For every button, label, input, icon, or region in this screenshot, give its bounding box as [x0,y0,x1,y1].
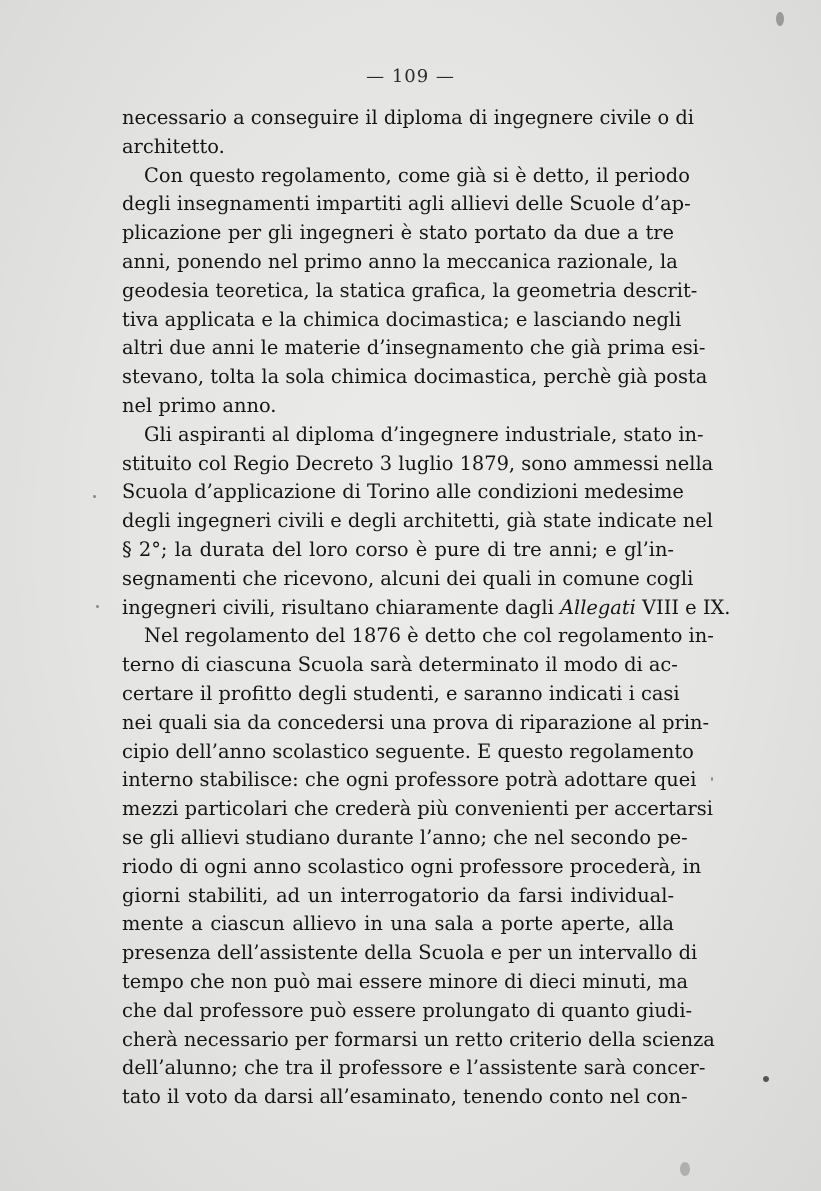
text-line-content: riodo di ogni anno scolastico ogni professore procederà, in [122,854,702,878]
text-line [122,104,694,133]
text-line-content: stituito col Regio Decreto 3 luglio 1879, sono ammessi nella [122,451,714,475]
text-line [122,219,674,248]
text-line-content: VIII e IX. [635,595,731,619]
text-line-content: mezzi particolari che crederà più convenienti per accertarsi [122,797,713,821]
body-text [122,104,731,1112]
text-line [122,709,710,738]
text-line-content: altri due anni le materie d’insegnamento che già prima esi- [122,336,706,360]
text-line [122,1054,706,1083]
paper-speck [93,495,96,498]
italic-reference: Allegati [560,595,636,619]
text-line [122,190,691,219]
text-line [122,478,684,507]
text-line [122,392,674,421]
text-line [122,306,682,335]
text-line-content: Gli aspiranti al diploma d’ingegnere industriale, stato in- [144,422,704,446]
text-line-content: degli insegnamenti impartiti agli allievi delle Scuole d’ap- [122,192,691,216]
text-line-content: certare il profitto degli studenti, e saranno indicati i casi [122,681,680,705]
text-line [122,968,689,997]
text-line [122,795,713,824]
text-line [122,536,674,565]
text-line-content: nel primo anno. [122,393,277,417]
text-line-content: presenza dell’assistente della Scuola e per un intervallo di [122,941,698,965]
text-line [122,565,694,594]
text-line-content: Con questo regolamento, come già si è detto, il periodo [144,163,690,187]
text-line [122,910,674,939]
text-line-content: stevano, tolta la sola chimica docimastica, perchè già posta [122,365,708,389]
text-line-content: architetto. [122,134,225,158]
text-line-content: § 2°; la durata del loro corso è pure di tre anni; e gl’in- [122,537,674,561]
text-line [122,248,678,277]
text-line-content: se gli allievi studiano durante l’anno; che nel secondo pe- [122,825,688,849]
text-line [122,421,704,450]
text-line-content: tempo che non può mai essere minore di dieci minuti, ma [122,969,689,993]
text-line-content: Nel regolamento del 1876 è detto che col regolamento in- [144,624,714,648]
text-line [122,766,697,795]
text-line [122,853,702,882]
paper-speck [680,1162,690,1176]
text-line [122,622,714,651]
text-line [122,680,680,709]
text-line [122,507,713,536]
text-line [122,450,714,479]
page-number: — 109 — [366,66,455,87]
text-line-content: interno stabilisce: che ogni professore potrà adottare quei [122,768,697,792]
text-line [122,594,731,623]
text-line-content: segnamenti che ricevono, alcuni dei quali in comune cogli [122,566,694,590]
text-line-content: ingegneri civili, risultano chiaramente dagli [122,595,554,619]
text-line-content: necessario a conseguire il diploma di ingegnere civile o di [122,106,694,129]
text-line [122,334,706,363]
text-line [122,738,694,767]
text-line-content: cipio dell’anno scolastico seguente. E questo regolamento [122,739,694,763]
paper-speck [776,12,784,26]
paper-speck [711,777,713,781]
text-line-content: terno di ciascuna Scuola sarà determinato il modo di ac- [122,653,678,677]
text-line [122,882,674,911]
text-line-content: tiva applicata e la chimica docimastica; e lasciando negli [122,307,682,331]
text-line-content: dell’alunno; che tra il professore e l’assistente sarà concer- [122,1056,706,1080]
text-line [122,1083,688,1112]
text-line-content: cherà necessario per formarsi un retto criterio della scienza [122,1027,715,1051]
text-line [122,277,698,306]
text-line-content: anni, ponendo nel primo anno la meccanica razionale, la [122,249,678,273]
text-line [122,1026,715,1055]
text-line [122,824,688,853]
text-line-content: plicazione per gli ingegneri è stato portato da due a tre [122,221,674,245]
text-line-content: nei quali sia da concedersi una prova di riparazione al prin- [122,710,710,734]
text-line-content: Scuola d’applicazione di Torino alle condizioni medesime [122,480,684,504]
text-line-content: tato il voto da darsi all’esaminato, tenendo conto nel con- [122,1085,688,1109]
text-line-content: degli ingegneri civili e degli architetti, già state indicate nel [122,509,713,533]
text-line [122,363,708,392]
paper-speck [96,605,99,608]
text-line-content: geodesia teoretica, la statica grafica, la geometria descrit- [122,278,698,302]
text-line [122,939,698,968]
text-line-content: che dal professore può essere prolungato di quanto giudi- [122,998,693,1022]
text-line [122,651,678,680]
paper-speck [763,1076,769,1082]
text-line [122,133,674,162]
text-line [122,997,693,1026]
text-line-content: giorni stabiliti, ad un interrogatorio da farsi individual- [122,883,674,907]
text-line [122,162,690,191]
text-line-content: mente a ciascun allievo in una sala a porte aperte, alla [122,912,674,936]
